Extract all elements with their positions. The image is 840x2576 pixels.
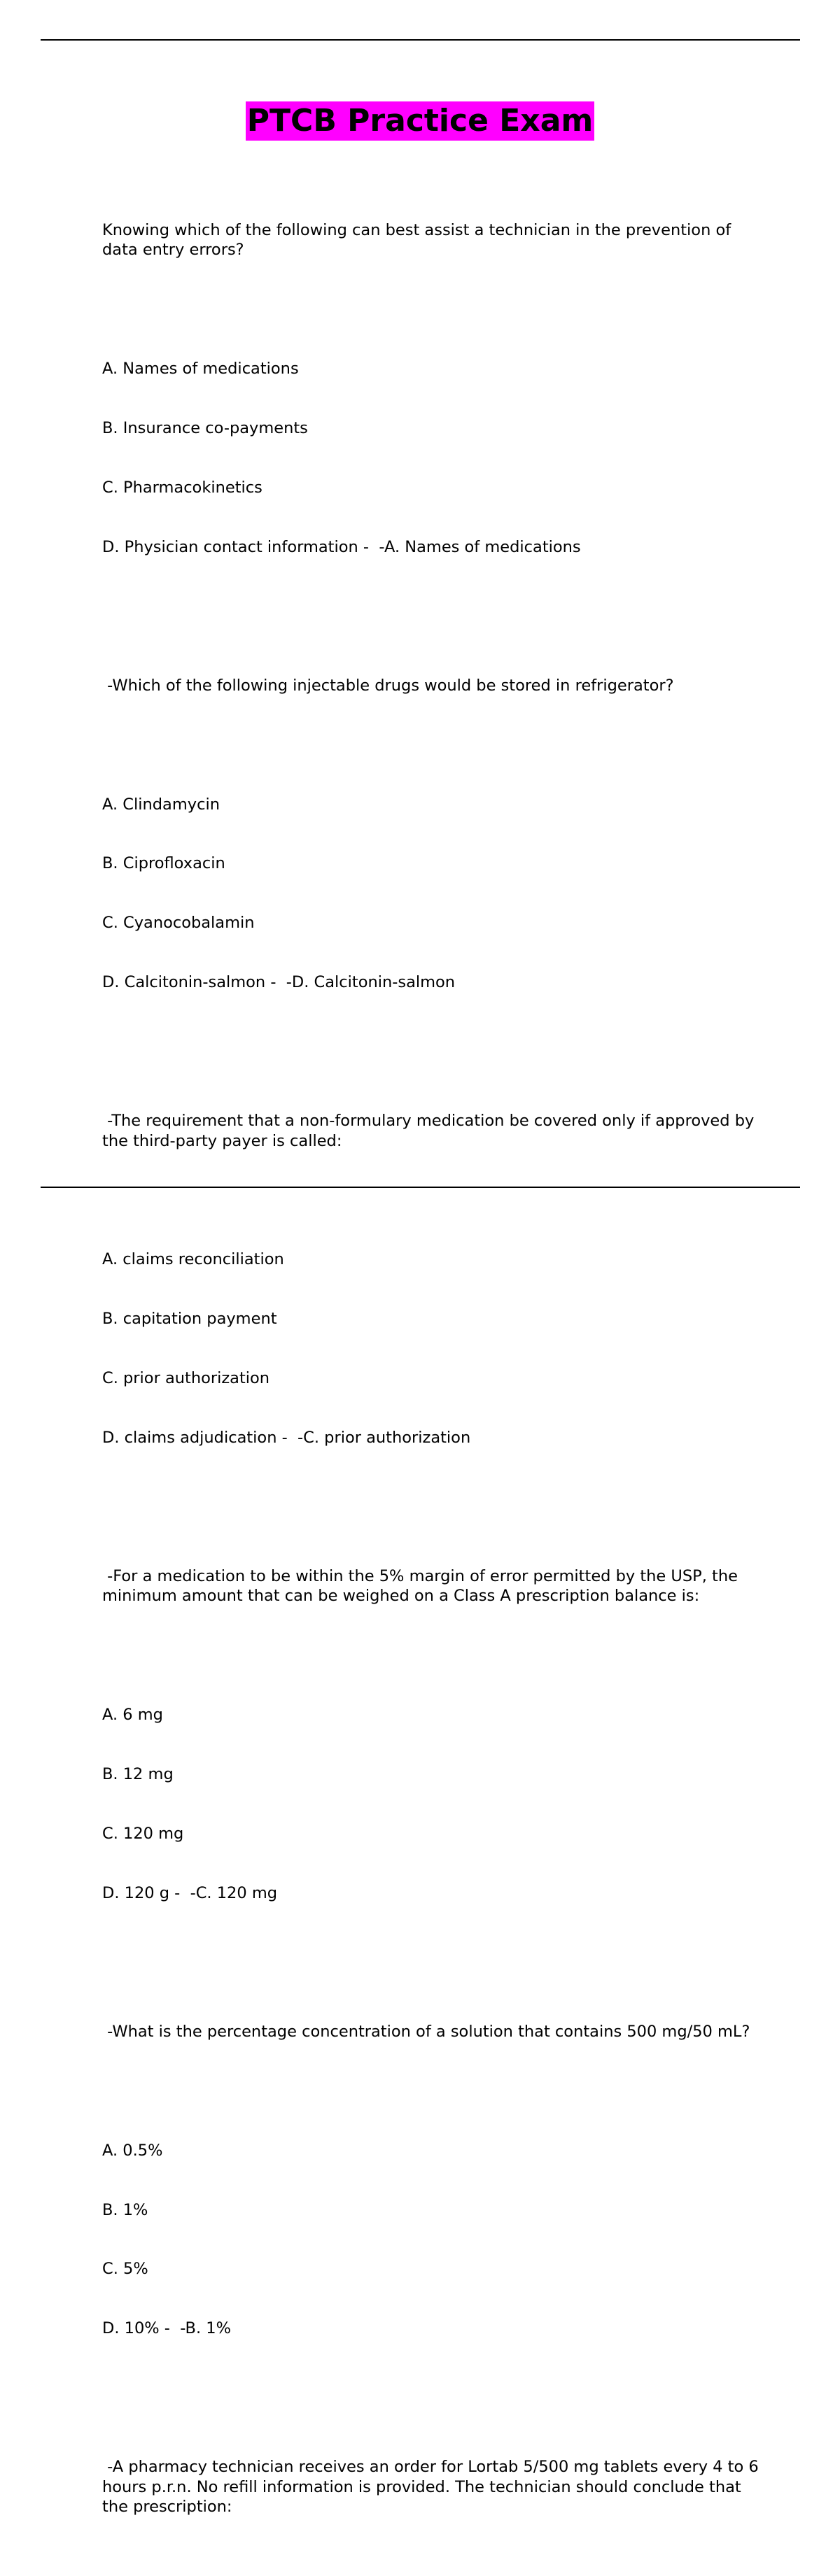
- question-6-prompt: -A pharmacy technician receives an order for Lortab 5/500 mg tablets every 4 to 6 hours p.r.n. No refill information is provided. The technician should conclude that the prescription:: [102, 2458, 764, 2517]
- question-2-option-b: B. Ciprofloxacin: [102, 854, 225, 873]
- question-3-prompt: -The requirement that a non-formulary medication be covered only if approved by the third-party payer is called:: [102, 1112, 760, 1150]
- question-5-options: [102, 2101, 760, 2378]
- question-2-prompt: -Which of the following injectable drugs would be stored in refrigerator?: [102, 676, 674, 695]
- question-5-prompt: -What is the percentage concentration of a solution that contains 500 mg/50 mL?: [102, 2022, 750, 2041]
- question-2-option-a: A. Clindamycin: [102, 795, 220, 814]
- question-3-option-a: A. claims reconciliation: [102, 1250, 284, 1269]
- question-1-option-d-answer: D. Physician contact information - -A. Names of medications: [102, 537, 581, 556]
- question-5-option-c: C. 5%: [102, 2260, 148, 2279]
- question-1-option-b: B. Insurance co-payments: [102, 418, 308, 437]
- bottom-rule: [41, 1187, 800, 1188]
- question-1-prompt: Knowing which of the following can best assist a technician in the prevention of data entry errors?: [102, 220, 736, 260]
- question-3-option-d-answer: D. claims adjudication - -C. prior authorization: [102, 1429, 471, 1447]
- question-3-option-c: C. prior authorization: [102, 1369, 270, 1388]
- question-2-options: [102, 755, 760, 1032]
- question-4-option-d-answer: D. 120 g - -C. 120 mg: [102, 1883, 278, 1902]
- question-4-options: [102, 1666, 760, 1943]
- question-5-option-d-answer: D. 10% - -B. 1%: [102, 2319, 231, 2338]
- question-2-option-d-answer: D. Calcitonin-salmon - -D. Calcitonin-salmon: [102, 973, 456, 992]
- top-rule: [41, 39, 800, 41]
- title-container: [0, 101, 840, 141]
- question-1-option-c: C. Pharmacokinetics: [102, 478, 262, 497]
- exam-content: [102, 161, 764, 2576]
- question-4-option-b: B. 12 mg: [102, 1765, 174, 1784]
- question-4-option-a: A. 6 mg: [102, 1706, 163, 1725]
- question-5-option-a: A. 0.5%: [102, 2141, 163, 2160]
- question-4-option-c: C. 120 mg: [102, 1824, 184, 1843]
- page-title: PTCB Practice Exam: [246, 101, 594, 141]
- question-5-option-b: B. 1%: [102, 2200, 148, 2219]
- question-4-prompt: -For a medication to be within the 5% margin of error permitted by the USP, the minimum amount that can be weighed on a Class A prescription balance is:: [102, 1567, 743, 1606]
- question-3-options: [102, 1210, 760, 1487]
- question-3-option-b: B. capitation payment: [102, 1310, 277, 1329]
- question-1-options: [102, 319, 760, 596]
- question-2-option-c: C. Cyanocobalamin: [102, 914, 255, 933]
- question-1-option-a: A. Names of medications: [102, 359, 299, 378]
